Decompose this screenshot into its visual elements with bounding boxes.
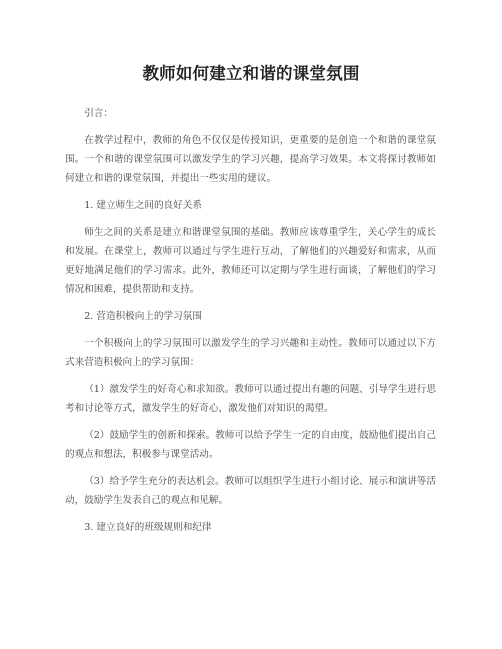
section-heading-2: 2. 营造积极向上的学习氛围 [84, 311, 202, 322]
section-1-paragraph: 师生之间的关系是建立和谐课堂氛围的基础。教师应该尊重学生，关心学生的成长和发展。在课堂上，教师可以通过与学生进行互动，了解他们的兴趣爱好和需求，从而更好地满足他们的学习需求。此外，教师还可以定期与学生进行面谈，了解他们的学习情况和困难，提供帮助和支持。 [65, 227, 436, 295]
intro-paragraph: 在教学过程中，教师的角色不仅仅是传授知识，更重要的是创造一个和谐的课堂氛围。一个和谐的课堂氛围可以激发学生的学习兴趣，提高学习效果。本文将探讨教师如何建立和谐的课堂氛围，并提出一些实用的建议。 [65, 135, 436, 184]
section-2-item-2: （2）鼓励学生的创新和探索。教师可以给予学生一定的自由度，鼓励他们提出自己的观点和想法，积极参与课堂活动。 [65, 430, 436, 460]
document-body [65, 104, 436, 545]
section-heading-1: 1. 建立师生之间的良好关系 [84, 200, 202, 211]
section-heading-3: 3. 建立良好的班级规则和纪律 [84, 522, 212, 533]
document-title: 教师如何建立和谐的课堂氛围 [142, 64, 360, 83]
intro-label: 引言： [84, 108, 113, 119]
section-2-item-3: （3）给予学生充分的表达机会。教师可以组织学生进行小组讨论、展示和演讲等活动，鼓励学生发表自己的观点和见解。 [65, 476, 436, 506]
section-2-item-1: （1）激发学生的好奇心和求知欲。教师可以通过提出有趣的问题、引导学生进行思考和讨论等方式，激发学生的好奇心，激发他们对知识的渴望。 [65, 384, 436, 414]
section-2-paragraph: 一个积极向上的学习氛围可以激发学生的学习兴趣和主动性。教师可以通过以下方式来营造积极向上的学习氛围： [65, 338, 436, 368]
